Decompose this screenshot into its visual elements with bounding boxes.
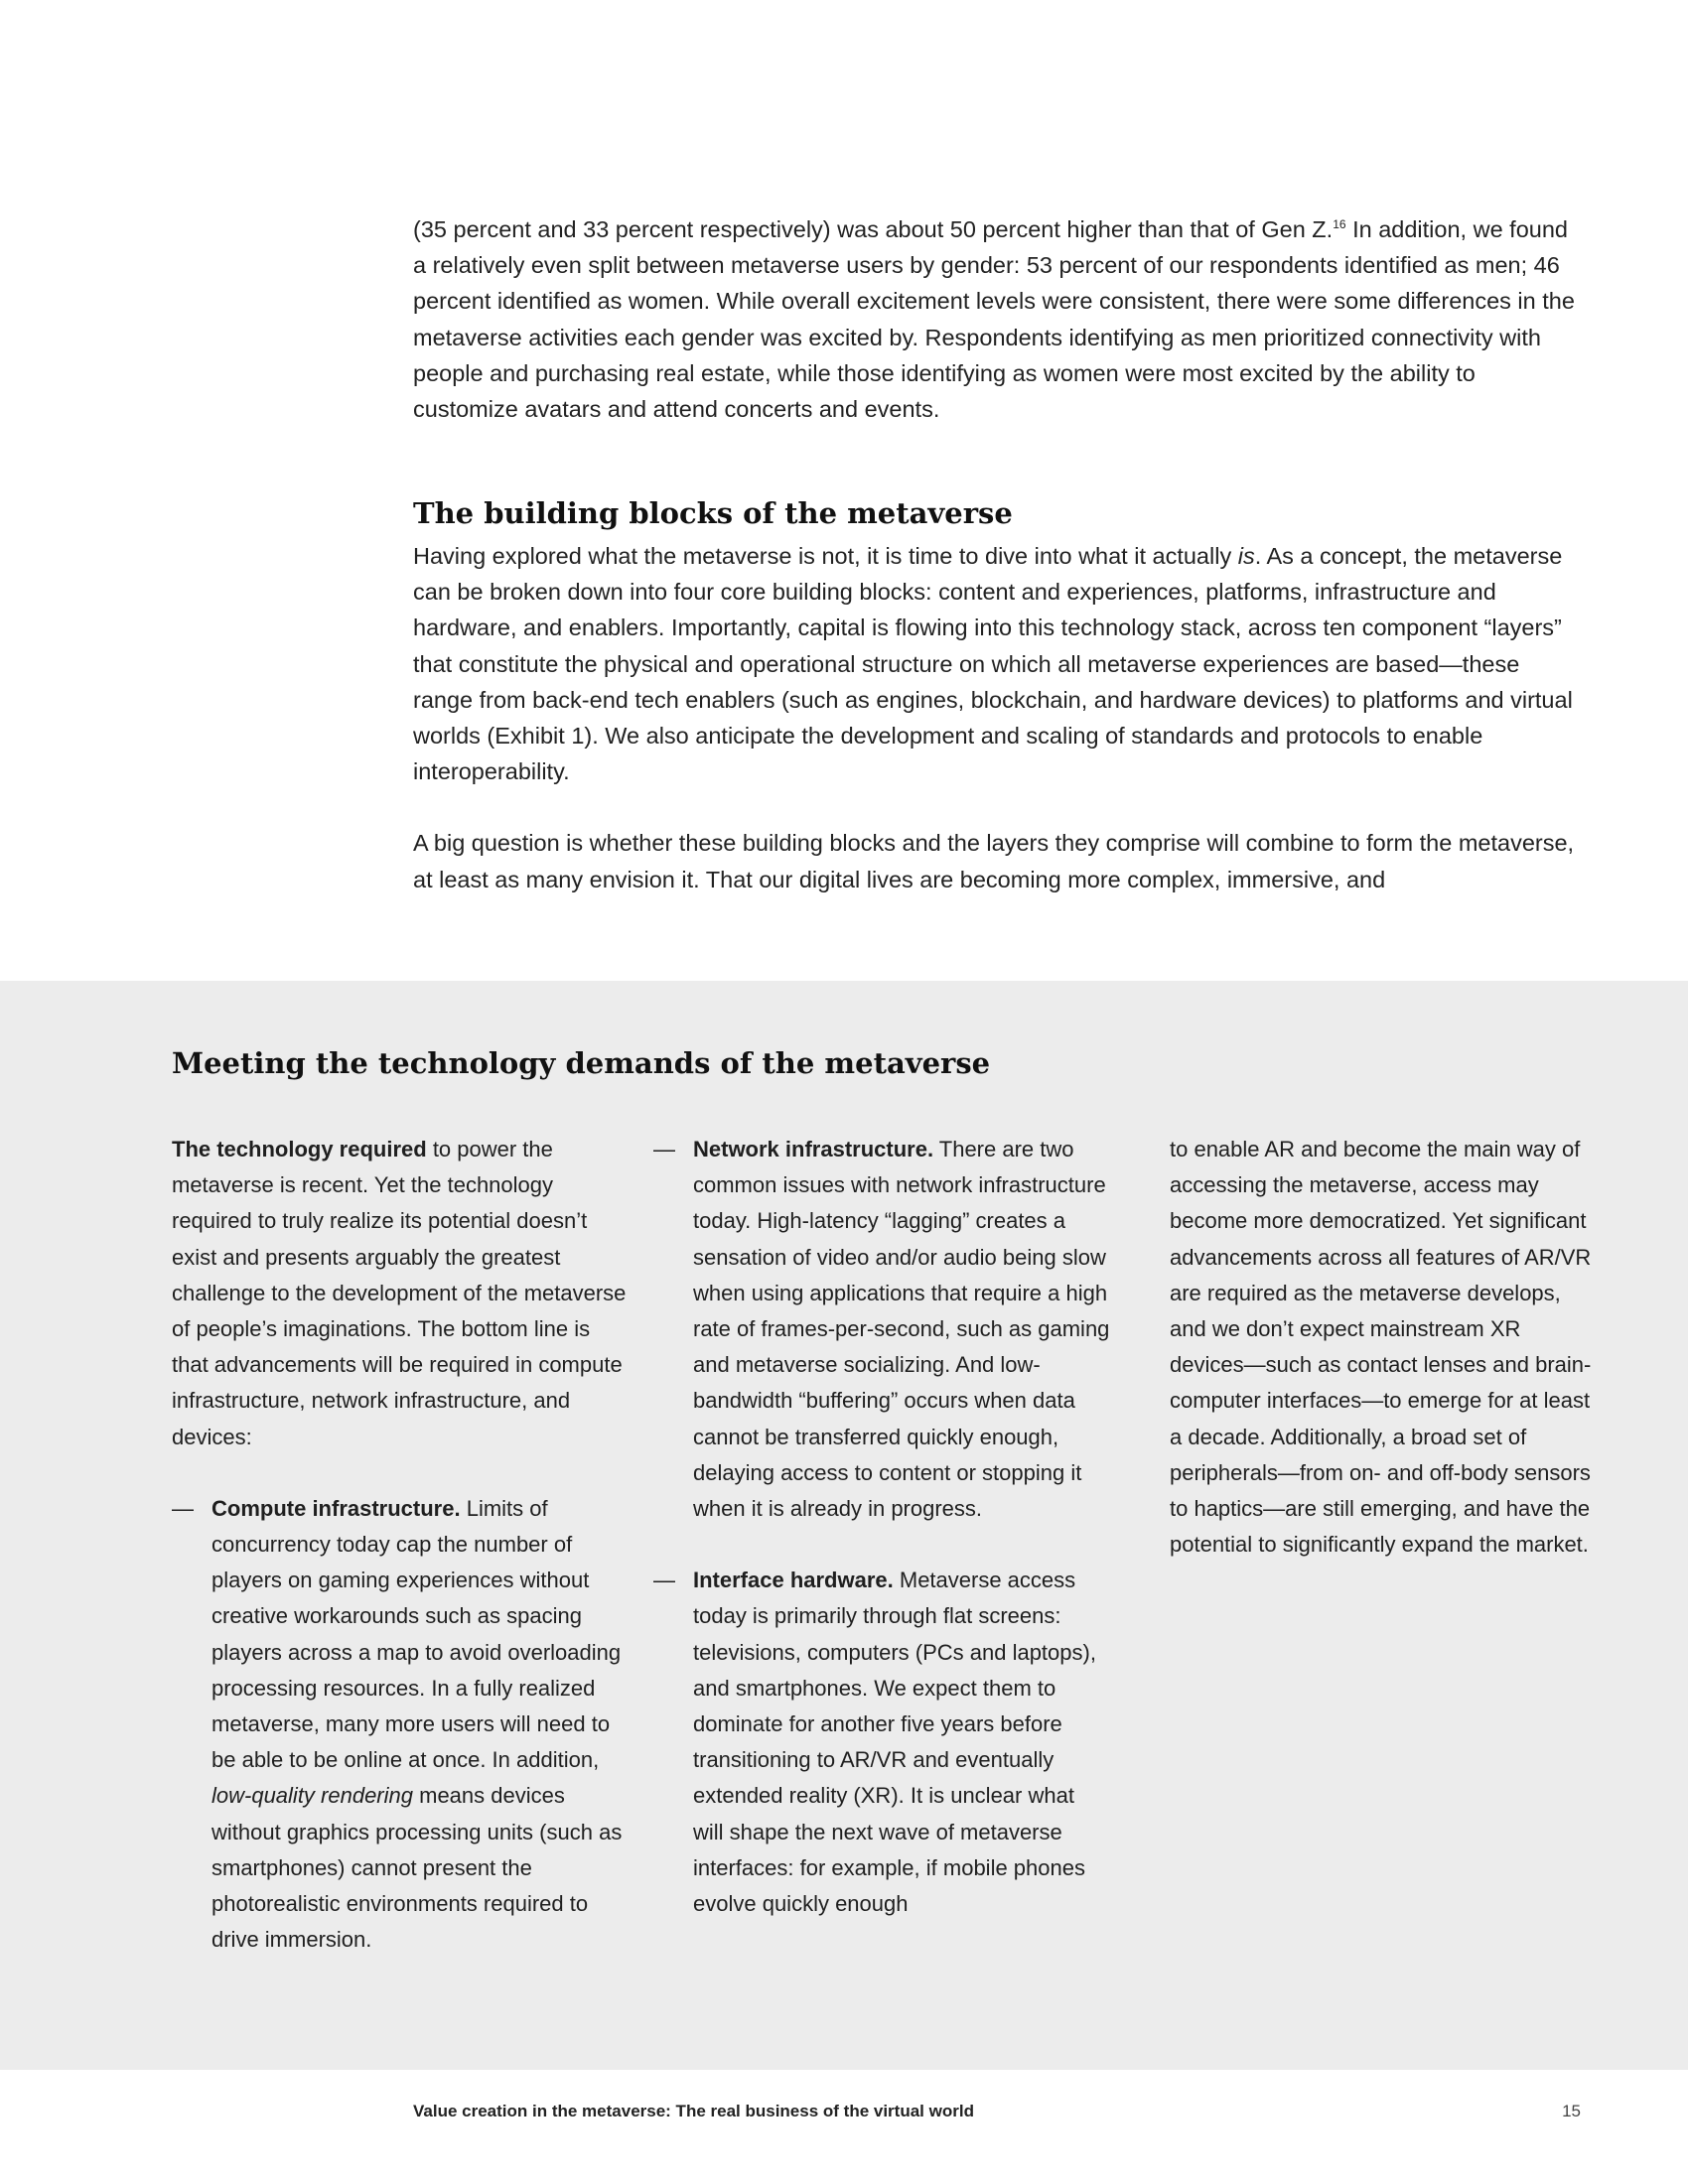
- sidebar-column-3: [1170, 1132, 1597, 1598]
- section-title: The building blocks of the metaverse: [413, 496, 1013, 530]
- sidebar-column-1: [172, 1132, 629, 1993]
- bullet-network-infrastructure: — Network infrastructure. There are two common issues with network infrastructure today. High-latency “lagging” creates a sensation of video and/or audio being slow when using applications that require a high rate of frames-per-second, such as gaming and metaverse socializing. And low-bandwidth “buffering” occurs when data cannot be transferred quickly enough, delaying access to content or stopping it when it is already in progress.: [653, 1132, 1110, 1527]
- dash-bullet: —: [172, 1495, 194, 1521]
- sidebar-intro: The technology required to power the metaverse is recent. Yet the technology required to truly realize its potential doesn’t exist and presents arguably the greatest challenge to the development of the metaverse of people’s imaginations. The bottom line is that advancements will be required in compute infrastructure, network infrastructure, and devices:: [172, 1137, 627, 1449]
- building-blocks-paragraph-1: Having explored what the metaverse is not, it is time to dive into what it actually is. As a concept, the metaverse can be broken down into four core building blocks: content and experiences, platforms, infrastructure and hardware, and enablers. Importantly, capital is flowing into this technology stack, across ten component “layers” that constitute the physical and operational structure on which all metaverse experiences are based—these range from back-end tech enablers (such as engines, blockchain, and hardware devices) to platforms and virtual worlds (Exhibit 1). We also anticipate the development and scaling of standards and protocols to enable interoperability.: [413, 543, 1573, 785]
- sidebar-box: [0, 981, 1688, 2070]
- dash-bullet: —: [653, 1568, 675, 1593]
- intro-text: (35 percent and 33 percent respectively) was about 50 percent higher than that of Gen Z.$^{16}$ In addition, we found a relatively even split between metaverse users by gender: 53 percent of our respondents identified as men; 46 percent identified as women. While overall excitement levels were consistent, there were some differences in the metaverse activities each gender was excited by. Respondents identifying as men prioritized connectivity with people and purchasing real estate, while those identifying as women were most excited by the ability to customize avatars and attend concerts and events.: [413, 216, 1575, 423]
- sidebar-title: Meeting the technology demands of the metaverse: [172, 1046, 991, 1080]
- dash-bullet: —: [653, 1137, 675, 1161]
- bullet-interface-hardware: — Interface hardware. Metaverse access today is primarily through flat screens: televisions, computers (PCs and laptops), and smartphones. We expect them to dominate for another five years before transitioning to AR/VR and eventually extended reality (XR). It is unclear what will shape the next wave of metaverse interfaces: for example, if mobile phones evolve quickly enough: [653, 1563, 1110, 1922]
- footer-title: Value creation in the metaverse: The real business of the virtual world: [413, 2102, 974, 2120]
- bullet-compute-infrastructure: — Compute infrastructure. Limits of concurrency today cap the number of players on gaming experiences without creative workarounds such as spacing players across a map to avoid overloading processing resources. In a fully realized metaverse, many more users will need to be able to be online at once. In addition, low-quality rendering means devices without graphics processing units (such as smartphones) cannot present the photorealistic environments required to drive immersion.: [172, 1491, 629, 1959]
- building-blocks-paragraph-2: A big question is whether these building blocks and the layers they comprise will combine to form the metaverse, at least as many envision it. That our digital lives are becoming more complex, immersive, and: [413, 830, 1575, 892]
- intro-paragraph: [413, 211, 1585, 427]
- footnote-marker: 16: [1333, 217, 1346, 232]
- page-number: 15: [1562, 2102, 1581, 2120]
- sidebar-continuation: to enable AR and become the main way of accessing the metaverse, access may become more democratized. Yet significant advancements across all features of AR/VR are required as the metaverse develops, and we don’t expect mainstream XR devices—such as contact lenses and brain-computer interfaces—to emerge for at least a decade. Additionally, a broad set of peripherals—from on- and off-body sensors to haptics—are still emerging, and have the potential to significantly expand the market.: [1170, 1137, 1592, 1558]
- building-blocks-body: [413, 538, 1585, 933]
- sidebar-column-2: [653, 1132, 1110, 1958]
